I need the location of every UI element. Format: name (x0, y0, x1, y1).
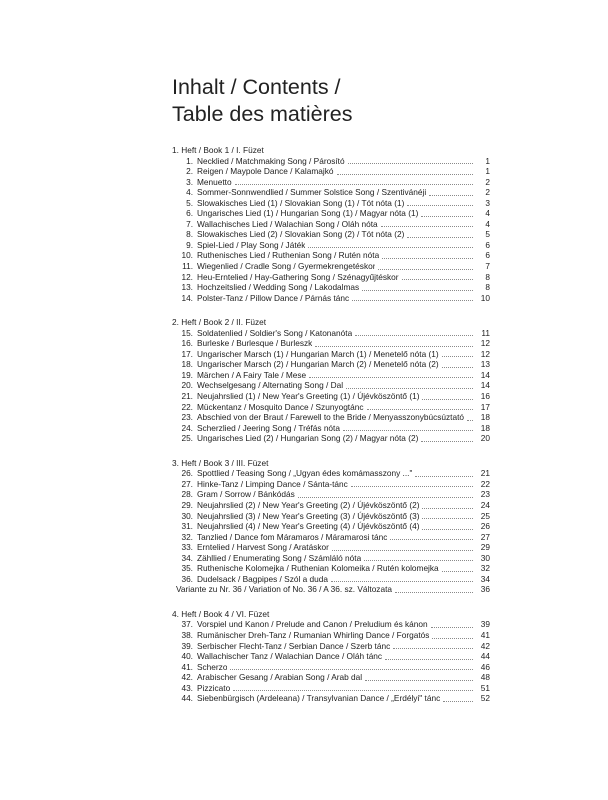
entry-page-number: 51 (480, 682, 490, 693)
entry-number: 15. (181, 327, 193, 338)
dot-leader (385, 659, 473, 660)
entry-title: Hochzeitslied / Wedding Song / Lakodalmas (197, 282, 360, 293)
entry-number: 14. (181, 292, 193, 303)
toc-section (172, 458, 490, 595)
table-of-contents (172, 145, 490, 718)
entry-title: Mückentanz / Mosquito Dance / Szunyogtánc (197, 401, 364, 412)
toc-entry[interactable] (172, 479, 490, 490)
dot-leader (346, 388, 473, 389)
entry-number: 42. (181, 672, 193, 683)
entry-title: Hinke-Tanz / Limping Dance / Sánta-tánc (197, 478, 348, 489)
entry-page-number: 39 (480, 619, 490, 630)
entry-title: Wallachischer Tanz / Walachian Dance / Oláh tánc (197, 651, 383, 662)
entry-page-number: 42 (480, 640, 490, 651)
toc-entry[interactable] (172, 619, 490, 630)
section-heading: 4. Heft / Book 4 / VI. Füzet (172, 608, 270, 619)
toc-entry[interactable] (172, 229, 490, 240)
toc-entry[interactable] (172, 630, 490, 641)
toc-entry[interactable] (172, 391, 490, 402)
entry-number: 10. (181, 250, 193, 261)
dot-leader (351, 486, 473, 487)
entry-page-number: 23 (480, 489, 490, 500)
entry-number: 22. (181, 401, 193, 412)
entry-title: Arabischer Gesang / Arabian Song / Arab dal (197, 672, 363, 683)
entry-page-number: 52 (480, 693, 490, 704)
toc-entry[interactable] (172, 261, 490, 272)
dot-leader (395, 592, 473, 593)
toc-entry[interactable] (172, 380, 490, 391)
entry-page-number: 20 (480, 433, 490, 444)
toc-entry[interactable] (172, 328, 490, 339)
entry-page-number: 18 (480, 422, 490, 433)
entry-page-number: 41 (480, 629, 490, 640)
toc-entry[interactable] (172, 359, 490, 370)
entry-number: 5. (186, 197, 193, 208)
entry-page-number: 7 (485, 261, 490, 272)
dot-leader (402, 279, 473, 280)
entry-title: Gram / Sorrow / Bánkódás (197, 489, 295, 500)
entry-number: 11. (182, 261, 193, 272)
entry-number: 13. (181, 282, 193, 293)
entry-page-number: 6 (485, 250, 490, 261)
dot-leader (348, 163, 473, 164)
toc-entry[interactable] (172, 641, 490, 652)
entry-number: 24. (181, 422, 193, 433)
entry-number: 25. (181, 433, 193, 444)
entry-page-number: 30 (480, 552, 490, 563)
entry-title: Spiel-Lied / Play Song / Játék (197, 239, 306, 250)
dot-leader (332, 550, 473, 551)
title-line-1: Inhalt / Contents / (172, 75, 341, 99)
entry-number: 31. (181, 521, 193, 532)
toc-entry[interactable] (172, 338, 490, 349)
entry-title: Ungarischer Marsch (2) / Hungarian March (2) / Menetelő nóta (2) (197, 359, 439, 370)
toc-entry[interactable] (172, 672, 490, 683)
entry-page-number: 48 (480, 672, 490, 683)
entry-title: Neujahrslied (3) / New Year's Greeting (3) / Újévköszöntő (3) (197, 510, 420, 521)
toc-entry[interactable] (172, 542, 490, 553)
section-heading: 3. Heft / Book 3 / III. Füzet (172, 457, 269, 468)
entry-title: Sommer-Sonnwendlied / Summer Solstice Song / Szentivánéji (197, 187, 427, 198)
entry-number: 33. (181, 542, 193, 553)
entry-number: 26. (181, 468, 193, 479)
toc-entry[interactable] (172, 532, 490, 543)
dot-leader (442, 356, 473, 357)
entry-number: 23. (181, 412, 193, 423)
entry-page-number: 24 (480, 499, 490, 510)
toc-entry[interactable] (172, 177, 490, 188)
toc-entry[interactable] (172, 511, 490, 522)
entry-number: 17. (181, 348, 193, 359)
toc-entry[interactable] (172, 433, 490, 444)
entry-page-number: 12 (480, 348, 490, 359)
page-title (172, 74, 352, 128)
dot-leader (407, 205, 473, 206)
dot-leader (422, 518, 473, 519)
dot-leader (431, 627, 473, 628)
dot-leader (442, 571, 473, 572)
toc-entry[interactable] (172, 187, 490, 198)
toc-entry[interactable] (172, 574, 490, 585)
entry-page-number: 34 (480, 573, 490, 584)
dot-leader (337, 174, 473, 175)
section-heading: 2. Heft / Book 2 / II. Füzet (172, 317, 267, 328)
entry-title: Dudelsack / Bagpipes / Szól a duda (197, 573, 328, 584)
dot-leader (309, 377, 473, 378)
entry-number: 1. (186, 155, 193, 166)
entry-number: 7. (186, 218, 193, 229)
toc-entry[interactable] (172, 166, 490, 177)
dot-leader (467, 420, 473, 421)
entry-page-number: 29 (480, 542, 490, 553)
dot-leader (367, 409, 474, 410)
toc-entry[interactable] (172, 402, 490, 413)
entry-page-number: 27 (480, 531, 490, 542)
toc-entry[interactable] (172, 500, 490, 511)
dot-leader (442, 367, 473, 368)
dot-leader (230, 669, 473, 670)
dot-leader (381, 226, 473, 227)
dot-leader (421, 441, 473, 442)
toc-entry[interactable] (172, 563, 490, 574)
entry-title: Tanzlied / Dance fom Máramaros / Máramarosi tánc (197, 531, 388, 542)
entry-number: 3. (186, 176, 193, 187)
entry-page-number: 32 (480, 563, 490, 574)
entry-page-number: 5 (485, 229, 490, 240)
entry-title: Scherzlied / Jeering Song / Tréfás nóta (197, 422, 340, 433)
entry-title: Neujahrslied (4) / New Year's Greeting (4) / Újévköszöntő (4) (197, 521, 420, 532)
toc-section (172, 145, 490, 303)
entry-page-number: 1 (485, 166, 490, 177)
entry-title: Rumänischer Dreh-Tanz / Rumanian Whirling Dance / Forgatós (197, 629, 430, 640)
dot-leader (331, 581, 473, 582)
entry-page-number: 22 (480, 478, 490, 489)
entry-title: Necklied / Matchmaking Song / Párosító (197, 155, 345, 166)
entry-title: Soldatenlied / Soldier's Song / Katonanóta (197, 327, 353, 338)
entry-number: 32. (181, 531, 193, 542)
dot-leader (422, 529, 473, 530)
entry-title: Wallachisches Lied / Walachian Song / Oláh nóta (197, 218, 378, 229)
entry-title: Erntelied / Harvest Song / Aratáskor (197, 542, 329, 553)
entry-page-number: 46 (480, 661, 490, 672)
toc-variant-entry[interactable] (172, 584, 490, 595)
dot-leader (343, 430, 473, 431)
dot-leader (365, 680, 473, 681)
toc-section (172, 609, 490, 704)
dot-leader (422, 399, 473, 400)
entry-page-number: 11 (481, 327, 490, 338)
entry-title: Märchen / A Fairy Tale / Mese (197, 369, 307, 380)
toc-entry[interactable] (172, 272, 490, 283)
entry-page-number: 3 (485, 197, 490, 208)
entry-title: Menuetto (197, 176, 232, 187)
entry-number: 2. (186, 166, 193, 177)
entry-page-number: 16 (480, 391, 490, 402)
entry-title: Slowakisches Lied (1) / Slovakian Song (1) / Tót nóta (1) (197, 197, 405, 208)
dot-leader (393, 648, 473, 649)
entry-number: 40. (181, 651, 193, 662)
entry-title: Pizzicato (197, 682, 231, 693)
entry-number: 19. (181, 369, 193, 380)
toc-entry[interactable] (172, 521, 490, 532)
entry-title: Ungarisches Lied (1) / Hungarian Song (1) / Magyar nóta (1) (197, 208, 419, 219)
dot-leader (362, 290, 473, 291)
toc-entry[interactable] (172, 489, 490, 500)
toc-entry[interactable] (172, 412, 490, 423)
entry-title: Zähllied / Enumerating Song / Számláló nóta (197, 552, 362, 563)
entry-title: Polster-Tanz / Pillow Dance / Párnás tánc (197, 292, 350, 303)
entry-number: 43. (181, 682, 193, 693)
entry-title: Slowakisches Lied (2) / Slovakian Song (2) / Tót nóta (2) (197, 229, 405, 240)
entry-page-number: 14 (480, 369, 490, 380)
toc-entry[interactable] (172, 293, 490, 304)
entry-page-number: 4 (485, 208, 490, 219)
dot-leader (415, 476, 473, 477)
entry-page-number: 6 (485, 239, 490, 250)
toc-entry[interactable] (172, 208, 490, 219)
entry-number: 37. (181, 619, 193, 630)
entry-title: Wechselgesang / Alternating Song / Dal (197, 380, 344, 391)
dot-leader (407, 237, 473, 238)
entry-title: Heu-Erntelied / Hay-Gathering Song / Szénagyűjtéskor (197, 271, 399, 282)
entry-title: Variante zu Nr. 36 / Variation of No. 36 / A 36. sz. Változata (176, 584, 392, 595)
toc-entry[interactable] (172, 198, 490, 209)
toc-entry[interactable] (172, 468, 490, 479)
entry-number: 9. (186, 239, 193, 250)
entry-number: 28. (181, 489, 193, 500)
title-line-2: Table des matières (172, 102, 353, 126)
toc-entry[interactable] (172, 662, 490, 673)
toc-entry[interactable] (172, 553, 490, 564)
entry-title: Ruthenisches Lied / Ruthenian Song / Rutén nóta (197, 250, 380, 261)
entry-page-number: 10 (480, 292, 490, 303)
dot-leader (378, 269, 473, 270)
entry-title: Siebenbürgisch (Ardeleana) / Transylvanian Dance / „Erdélyi" tánc (197, 693, 441, 704)
entry-title: Serbischer Flecht-Tanz / Serbian Dance / Szerb tánc (197, 640, 391, 651)
entry-page-number: 18 (480, 412, 490, 423)
toc-entry[interactable] (172, 219, 490, 230)
entry-page-number: 2 (485, 187, 490, 198)
entry-number: 6. (186, 208, 193, 219)
entry-number: 35. (181, 563, 193, 574)
entry-page-number: 8 (485, 282, 490, 293)
entry-page-number: 21 (480, 468, 490, 479)
dot-leader (355, 335, 473, 336)
entry-number: 34. (181, 552, 193, 563)
dot-leader (298, 497, 473, 498)
entry-page-number: 2 (485, 176, 490, 187)
entry-page-number: 36 (480, 584, 490, 595)
entry-title: Abschied von der Braut / Farewell to the Bride / Menyasszonybúcsúztató (197, 412, 465, 423)
toc-entry[interactable] (172, 282, 490, 293)
entry-title: Ruthenische Kolomejka / Ruthenian Kolomeika / Rutén kolomejka (197, 563, 439, 574)
dot-leader (429, 195, 473, 196)
toc-section (172, 317, 490, 444)
dot-leader (421, 216, 473, 217)
toc-entry[interactable] (172, 693, 490, 704)
toc-entry[interactable] (172, 349, 490, 360)
entry-page-number: 17 (480, 401, 490, 412)
entry-page-number: 25 (480, 510, 490, 521)
entry-number: 27. (181, 478, 193, 489)
dot-leader (233, 690, 473, 691)
toc-entry[interactable] (172, 250, 490, 261)
dot-leader (315, 346, 473, 347)
dot-leader (364, 560, 473, 561)
entry-number: 29. (181, 499, 193, 510)
entry-title: Ungarisches Lied (2) / Hungarian Song (2) / Magyar nóta (2) (197, 433, 419, 444)
entry-number: 39. (181, 640, 193, 651)
entry-page-number: 4 (485, 218, 490, 229)
dot-leader (308, 247, 473, 248)
toc-entry[interactable] (172, 370, 490, 381)
entry-title: Scherzo (197, 661, 228, 672)
entry-number: 12. (181, 271, 193, 282)
entry-title: Reigen / Maypole Dance / Kalamajkó (197, 166, 334, 177)
entry-number: 30. (181, 510, 193, 521)
toc-entry[interactable] (172, 240, 490, 251)
entry-number: 41. (181, 661, 193, 672)
entry-page-number: 26 (480, 521, 490, 532)
entry-title: Neujahrslied (2) / New Year's Greeting (2) / Újévköszöntő (2) (197, 499, 420, 510)
entry-title: Spottlied / Teasing Song / „Ugyan édes komámasszony ..." (197, 468, 413, 479)
entry-title: Wiegenlied / Cradle Song / Gyermekrengetéskor (197, 261, 376, 272)
toc-entry[interactable] (172, 156, 490, 167)
toc-entry[interactable] (172, 651, 490, 662)
dot-leader (432, 638, 473, 639)
dot-leader (352, 300, 473, 301)
entry-number: 18. (181, 359, 193, 370)
dot-leader (443, 701, 473, 702)
entry-title: Vorspiel und Kanon / Prelude and Canon / Preludium és kánon (197, 619, 428, 630)
entry-number: 8. (186, 229, 193, 240)
entry-page-number: 1 (485, 155, 490, 166)
entry-page-number: 14 (480, 380, 490, 391)
entry-number: 38. (181, 629, 193, 640)
dot-leader (235, 184, 473, 185)
section-heading: 1. Heft / Book 1 / I. Füzet (172, 145, 264, 155)
entry-page-number: 8 (485, 271, 490, 282)
entry-number: 20. (181, 380, 193, 391)
entry-number: 16. (181, 338, 193, 349)
toc-entry[interactable] (172, 423, 490, 434)
dot-leader (390, 539, 473, 540)
entry-number: 21. (181, 391, 193, 402)
entry-number: 44. (181, 693, 193, 704)
entry-title: Burleske / Burlesque / Burleszk (197, 338, 313, 349)
toc-entry[interactable] (172, 683, 490, 694)
entry-number: 4. (186, 187, 193, 198)
entry-page-number: 13 (480, 359, 490, 370)
entry-page-number: 44 (480, 651, 490, 662)
entry-number: 36. (181, 573, 193, 584)
entry-title: Ungarischer Marsch (1) / Hungarian March (1) / Menetelő nóta (1) (197, 348, 439, 359)
entry-title: Neujahrslied (1) / New Year's Greeting (1) / Újévköszöntő (1) (197, 391, 420, 402)
dot-leader (382, 258, 473, 259)
dot-leader (422, 508, 473, 509)
entry-page-number: 12 (480, 338, 490, 349)
